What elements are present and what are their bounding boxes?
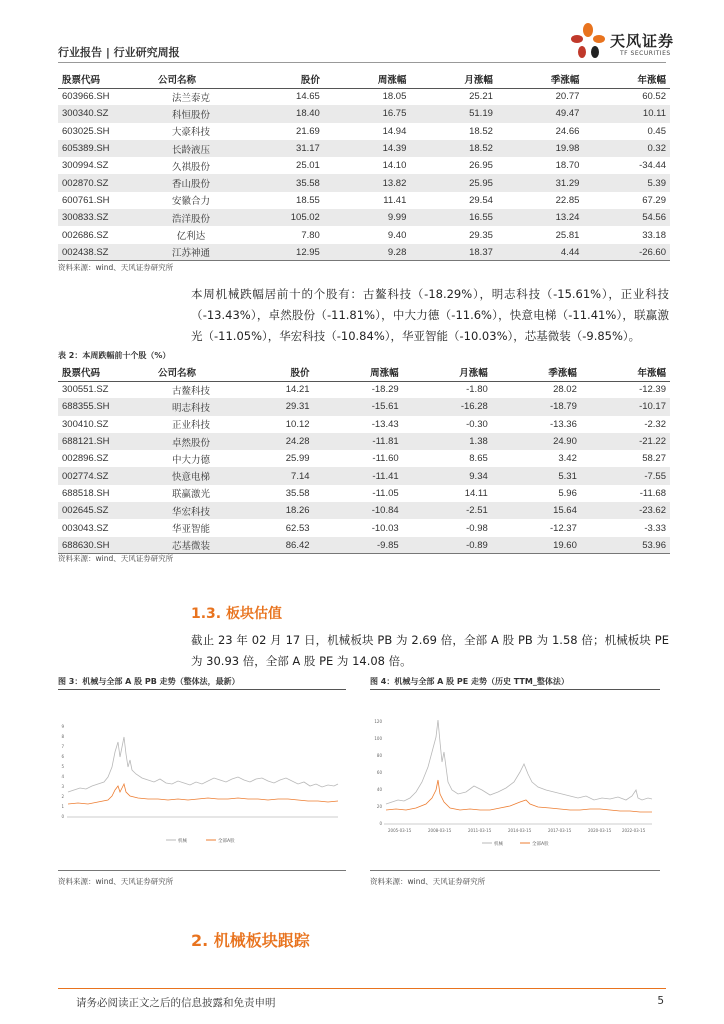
logo-en-text: TF SECURITIES (620, 50, 671, 57)
page-number: 5 (657, 995, 664, 1007)
table-cell: 18.55 (296, 194, 320, 206)
table-cell: -2.51 (403, 502, 492, 519)
table-cell: 1.38 (403, 433, 492, 450)
table-cell: 14.39 (324, 140, 411, 157)
table-row (58, 381, 670, 398)
pb-ytick: 6 (61, 754, 64, 759)
table-cell: 久祺股份 (171, 161, 210, 173)
table-cell: 18.26 (236, 502, 314, 519)
pb-ytick: 2 (61, 794, 64, 799)
figure3-bottom-rule (58, 870, 346, 871)
table-cell: -34.44 (639, 160, 666, 172)
pe-ytick: 100 (374, 736, 382, 741)
table-cell: 19.60 (492, 537, 581, 554)
table-cell: 3.42 (558, 453, 577, 465)
table-row (58, 209, 670, 226)
table-cell: 浩洋股份 (146, 209, 236, 226)
flower-logo-icon (568, 22, 608, 60)
header-divider (58, 62, 666, 63)
table-cell: -11.68 (639, 487, 666, 499)
table-cell: 003043.SZ (62, 522, 109, 534)
table-cell: -9.85 (314, 537, 403, 554)
table-row (58, 157, 670, 174)
table-cell: 26.95 (469, 160, 493, 172)
column-header: 月涨幅 (410, 70, 497, 88)
pb-ytick: 4 (61, 774, 64, 779)
table-cell: 16.55 (410, 209, 497, 226)
table-cell: 300994.SZ (62, 160, 109, 172)
table1-source: 资料来源：wind、天风证券研究所 (58, 263, 174, 272)
table-cell: 24.28 (236, 433, 314, 450)
table-cell: 13.82 (324, 174, 411, 191)
pe-xtick: 2008-03-15 (428, 828, 452, 833)
pe-y-axis (374, 719, 382, 826)
legend-label-machinery: 机械 (178, 839, 187, 844)
table-cell: 16.75 (324, 105, 411, 122)
tf-securities-logo (568, 22, 678, 60)
top-gainers-table (58, 70, 670, 261)
table-cell: -10.17 (581, 398, 670, 415)
table-cell: 9.28 (324, 244, 411, 261)
table-row (58, 450, 670, 467)
table-cell: 亿利达 (176, 231, 206, 243)
table-row (58, 226, 670, 243)
pe-ytick: 20 (376, 804, 382, 809)
table-cell: 002438.SZ (58, 244, 146, 261)
table-cell: 25.21 (469, 91, 493, 103)
table-cell: 31.17 (236, 140, 324, 157)
table-cell: 58.27 (642, 453, 666, 465)
column-header: 股票代码 (58, 363, 146, 381)
pe-legend (482, 840, 549, 847)
pb-ytick: 8 (61, 734, 64, 739)
table-row (58, 88, 670, 105)
table-cell: 24.66 (555, 125, 580, 137)
table-cell: 688121.SH (58, 433, 146, 450)
table-cell: 18.40 (236, 105, 324, 122)
pb-ytick: 1 (61, 804, 64, 809)
table-cell: 江苏神通 (146, 244, 236, 261)
table-cell: -11.81 (314, 433, 403, 450)
table-cell: -10.84 (314, 502, 403, 519)
table-cell: 9.34 (403, 467, 492, 484)
table-row (58, 105, 670, 122)
table-cell: 24.90 (492, 433, 581, 450)
table-cell: -1.80 (466, 384, 488, 396)
table-cell: 35.58 (285, 487, 310, 499)
table-cell: 13.24 (497, 209, 584, 226)
table-row (58, 502, 670, 519)
table-cell: 15.64 (492, 502, 581, 519)
table-row (58, 485, 670, 502)
table-cell: 14.21 (285, 384, 310, 396)
logo-cn-text: 天风证券 (610, 32, 675, 50)
pe-x-ticks (388, 828, 646, 833)
table-cell: 10.12 (285, 418, 310, 430)
table-header-row (58, 70, 670, 88)
table-cell: -13.36 (549, 418, 577, 430)
table-cell: 5.39 (583, 174, 670, 191)
table-cell: 600761.SH (62, 194, 110, 206)
table-cell: -10.03 (371, 522, 399, 534)
table-cell: 105.02 (236, 209, 324, 226)
table-cell: 0.32 (583, 140, 670, 157)
pe-xtick: 2017-03-15 (548, 828, 572, 833)
pb-trend-chart (58, 712, 346, 860)
table-cell: 5.31 (492, 467, 581, 484)
table-cell: 688630.SH (58, 537, 146, 554)
column-header: 股价 (236, 363, 314, 381)
table-cell: 7.80 (301, 229, 320, 241)
table-cell: -0.30 (466, 418, 488, 430)
table-cell: 华宏科技 (146, 502, 236, 519)
pb-legend (166, 837, 235, 844)
table-cell: 14.11 (464, 487, 488, 499)
figure4-caption: 图 4：机械与全部 A 股 PE 走势（历史 TTM_整体法） (370, 677, 569, 686)
pe-xtick: 2011-03-15 (468, 828, 492, 833)
table-cell: 华亚智能 (171, 524, 210, 536)
column-header: 周涨幅 (324, 70, 411, 88)
pe-xtick: 2005-03-15 (388, 828, 412, 833)
table-cell: -2.32 (644, 418, 666, 430)
table-cell: -0.89 (403, 537, 492, 554)
pb-ytick: 5 (61, 764, 64, 769)
table-row (58, 244, 670, 261)
table-cell: 67.29 (642, 194, 666, 206)
table-cell: 002774.SZ (58, 467, 146, 484)
table-cell: -23.62 (581, 502, 670, 519)
table-cell: 54.56 (583, 209, 670, 226)
table-cell: 21.69 (296, 125, 320, 137)
pe-ytick: 80 (376, 753, 382, 758)
table-header-row (58, 363, 670, 381)
table-cell: 香山股份 (146, 174, 236, 191)
legend-label-machinery: 机械 (494, 842, 503, 847)
table-cell: 18.52 (469, 125, 493, 137)
table-cell: 18.52 (410, 140, 497, 157)
pe-trend-chart (370, 712, 660, 860)
table-cell: -0.98 (466, 522, 488, 534)
pb-ytick: 0 (61, 814, 64, 819)
table-cell: 明志科技 (146, 398, 236, 415)
table2-source: 资料来源：wind、天风证券研究所 (58, 554, 174, 563)
table-cell: 31.29 (497, 174, 584, 191)
table-cell: 300410.SZ (62, 418, 109, 430)
table-cell: -13.43 (371, 418, 399, 430)
figure4-source: 资料来源：wind、天风证券研究所 (370, 877, 486, 886)
figure4-bottom-rule (370, 870, 660, 871)
pe-xtick: 2020-03-15 (588, 828, 612, 833)
figure4-top-rule (370, 689, 660, 690)
table-cell: 29.31 (236, 398, 314, 415)
pe-series-all-a (386, 780, 652, 812)
table-row (58, 537, 670, 554)
table-cell: -11.60 (372, 453, 399, 465)
pe-ytick: 60 (376, 770, 382, 775)
table-row (58, 398, 670, 415)
section-heading-tracking: 2. 机械板块跟踪 (191, 931, 310, 950)
table2-caption: 表 2：本周跌幅前十个股（%） (58, 351, 171, 360)
table-cell: 14.10 (382, 160, 407, 172)
table-cell: 29.35 (469, 229, 493, 241)
column-header: 季涨幅 (497, 70, 584, 88)
table-cell: 22.85 (555, 194, 580, 206)
table-row (58, 433, 670, 450)
table-cell: 9.40 (387, 229, 407, 241)
table-cell: 芯基微装 (146, 537, 236, 554)
table-cell: 25.99 (285, 453, 310, 465)
pe-xtick: 2014-03-15 (508, 828, 532, 833)
table-cell: 7.14 (236, 467, 314, 484)
table-cell: -7.55 (581, 467, 670, 484)
table-cell: 卓然股份 (146, 433, 236, 450)
top-decliners-table (58, 363, 670, 554)
table-cell: 29.54 (469, 194, 493, 206)
table-cell: 60.52 (642, 91, 666, 103)
decliners-paragraph: 本周机械跌幅居前十的个股有：古鳌科技（-18.29%），明志科技（-15.61%），正业科技（-13.43%），卓然股份（-11.81%），中大力德（-11.6%），快意电梯（-11.41%），联赢激光（-11.05%），华宏科技（-10.84%），华亚智能（-10.03%），芯基微装（-9.85%）。 (191, 287, 669, 343)
table-cell: 53.96 (581, 537, 670, 554)
table-cell: 18.05 (382, 91, 407, 103)
report-header-title: 行业报告 | 行业研究周报 (58, 46, 180, 59)
table-cell: 688518.SH (62, 487, 110, 499)
table-cell: 605389.SH (58, 140, 146, 157)
table-cell: 20.77 (555, 91, 580, 103)
table-cell: 86.42 (236, 537, 314, 554)
table-cell: 603025.SH (62, 125, 110, 137)
table-cell: 8.65 (469, 453, 488, 465)
table-row (58, 192, 670, 209)
pe-ytick: 120 (374, 719, 382, 724)
table-cell: 5.96 (558, 487, 577, 499)
table-cell: 14.65 (296, 91, 320, 103)
pb-y-axis (61, 724, 64, 819)
pb-series-all-a (68, 784, 338, 804)
table-cell: -26.60 (583, 244, 670, 261)
table-cell: 大豪科技 (171, 127, 210, 139)
table-cell: 25.95 (410, 174, 497, 191)
pb-ytick: 7 (61, 744, 64, 749)
table-cell: 长龄液压 (146, 140, 236, 157)
table-cell: 002645.SZ (58, 502, 146, 519)
table-cell: 10.11 (583, 105, 670, 122)
table-cell: -18.79 (492, 398, 581, 415)
table-cell: -15.61 (314, 398, 403, 415)
figure3-source: 资料来源：wind、天风证券研究所 (58, 877, 174, 886)
table-cell: 002870.SZ (58, 174, 146, 191)
table-cell: 0.45 (647, 125, 666, 137)
table-cell: 688355.SH (58, 398, 146, 415)
pe-ytick: 40 (376, 787, 382, 792)
table-cell: 62.53 (285, 522, 310, 534)
section-heading-valuation: 1.3. 板块估值 (191, 606, 282, 622)
table-cell: 49.47 (497, 105, 584, 122)
column-header: 公司名称 (146, 363, 236, 381)
pb-series-machinery (68, 737, 338, 792)
table-cell: -18.29 (371, 384, 399, 396)
table-cell: 33.18 (642, 229, 666, 241)
table-cell: 14.94 (382, 125, 407, 137)
table-cell: -16.28 (403, 398, 492, 415)
pe-series-machinery (386, 720, 652, 804)
table-row (58, 140, 670, 157)
pe-ytick: 0 (379, 821, 382, 826)
table-row (58, 123, 670, 140)
column-header: 年涨幅 (583, 70, 670, 88)
footer-divider (58, 988, 666, 989)
table-cell: 603966.SH (62, 91, 110, 103)
legend-label-all-a: 全部A股 (532, 842, 549, 847)
valuation-paragraph: 截止 23 年 02 月 17 日，机械板块 PB 为 2.69 倍，全部 A 股 PB 为 1.58 倍；机械板块 PE 为 30.93 倍，全部 A 股 PE 为 14.08 倍。 (191, 633, 669, 668)
table-cell: 科恒股份 (146, 105, 236, 122)
table-cell: 18.37 (410, 244, 497, 261)
table-cell: 古鳌科技 (171, 385, 210, 397)
pe-xtick: 2022-03-15 (622, 828, 646, 833)
table-cell: -3.33 (644, 522, 666, 534)
table-cell: 002896.SZ (62, 453, 109, 465)
pb-ytick: 3 (61, 784, 64, 789)
column-header: 年涨幅 (581, 363, 670, 381)
table-cell: -11.05 (372, 487, 399, 499)
table-cell: 300833.SZ (58, 209, 146, 226)
column-header: 公司名称 (146, 70, 236, 88)
footer-disclaimer: 请务必阅读正文之后的信息披露和免责申明 (76, 997, 276, 1009)
table-cell: 002686.SZ (62, 229, 109, 241)
column-header: 季涨幅 (492, 363, 581, 381)
table-cell: 9.99 (324, 209, 411, 226)
table-cell: 28.02 (553, 384, 577, 396)
table-cell: 联赢激光 (171, 489, 210, 501)
table-cell: 法兰泰克 (171, 92, 210, 104)
pb-ytick: 9 (61, 724, 64, 729)
table-cell: 25.81 (555, 229, 580, 241)
table-cell: 12.95 (236, 244, 324, 261)
column-header: 周涨幅 (314, 363, 403, 381)
table-cell: 300551.SZ (62, 384, 109, 396)
figure3-caption: 图 3：机械与全部 A 股 PB 走势（整体法，最新） (58, 677, 240, 686)
table-cell: 11.41 (383, 194, 407, 206)
table-cell: -12.37 (549, 522, 577, 534)
table-cell: 18.70 (555, 160, 580, 172)
table-cell: 300340.SZ (58, 105, 146, 122)
column-header: 股价 (236, 70, 324, 88)
table-cell: 25.01 (296, 160, 320, 172)
table-cell: 35.58 (236, 174, 324, 191)
table-cell: 中大力德 (171, 454, 210, 466)
table-cell: -21.22 (581, 433, 670, 450)
table-row (58, 416, 670, 433)
table-cell: 51.19 (410, 105, 497, 122)
table-cell: 正业科技 (171, 420, 210, 432)
table-cell: -11.41 (314, 467, 403, 484)
column-header: 股票代码 (58, 70, 146, 88)
table-cell: -12.39 (639, 384, 666, 396)
table-row (58, 519, 670, 536)
table-cell: 快意电梯 (146, 467, 236, 484)
table-row (58, 174, 670, 191)
legend-label-all-a: 全部A股 (218, 839, 235, 844)
table-cell: 安徽合力 (171, 196, 210, 208)
table-cell: 4.44 (497, 244, 584, 261)
table-cell: 19.98 (497, 140, 584, 157)
column-header: 月涨幅 (403, 363, 492, 381)
figure3-top-rule (58, 689, 346, 690)
table-row (58, 467, 670, 484)
